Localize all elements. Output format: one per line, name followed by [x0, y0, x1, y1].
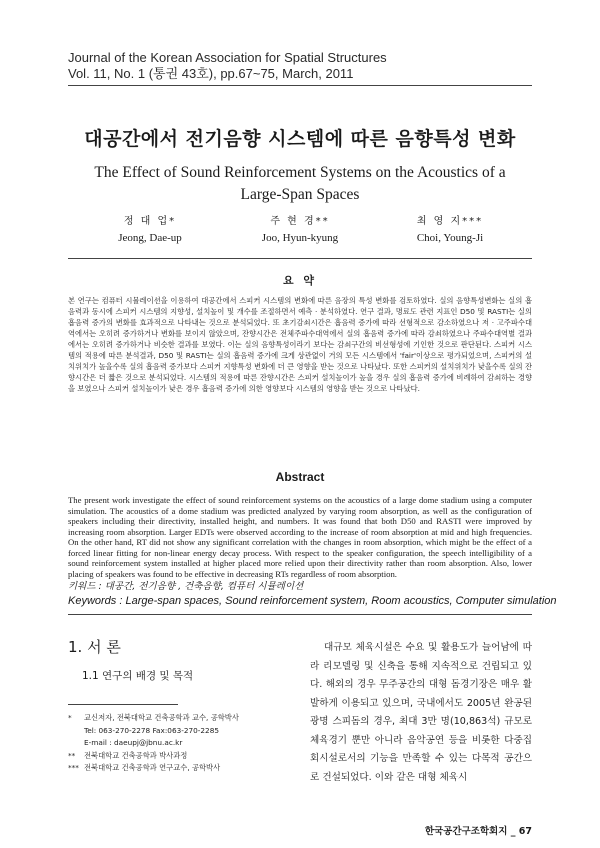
english-abstract-heading: Abstract [275, 470, 325, 484]
author-2-english: Joo, Hyun-kyung [261, 232, 339, 244]
author-1 [80, 214, 220, 246]
journal-name: Journal of the Korean Association for Spatial Structures [68, 50, 387, 65]
english-title-line2: Large-Span Spaces [240, 186, 360, 203]
footnote-1-line-3: E-mail : daeupj@jbnu.ac.kr [84, 738, 183, 747]
korean-keywords: 키워드 : 대공간, 전기음향 , 건축음향, 컴퓨터 시뮬레이션 [68, 581, 304, 592]
author-1-korean: 정 대 업* [123, 216, 177, 227]
footnote-2 [68, 750, 283, 763]
footnote-2-mark: ** [68, 750, 76, 760]
korean-title: 대공간에서 전기음향 시스템에 따른 음향특성 변화 [84, 128, 516, 150]
english-title-line1: The Effect of Sound Reinforcement Systems on the Acoustics of a [94, 164, 506, 181]
header-rule [68, 85, 532, 86]
journal-header [68, 50, 387, 82]
footnote-1 [68, 712, 283, 750]
footnote-3 [68, 762, 283, 775]
english-abstract-text: The present work investigate the effect of sound reinforcement systems on the acoustics of a large dome stadium using a computer simulation. The acoustics of a dome stadium was predicted analyzed by varying room absorption, as well as the configuration of speakers including their directivity, installed height, and numbers. It was found that both D50 and RASTI were improved by increasing room absorption. Larger EDTs were observed according to the increase of room absorption at mid and high frequencies. On the other hand, RT did not show any significant correlation with the changes in room absorption, which might be the effect of a forced linear fitting for non-linear energy decay process. With respect to the speaker configuration, the speech intelligibility of a sound reinforcement system installed at higher placed more relied upon their directivity rather than room absorption. Also, lower placing of speakers was found to be effective in decreasing RTs regardless of room absorption. [68, 495, 532, 579]
author-1-english: Jeong, Dae-up [118, 232, 182, 244]
footnote-2-line-1: 전북대학교 건축공학과 박사과정 [84, 750, 188, 760]
author-3-english: Choi, Young-Ji [416, 232, 484, 244]
korean-abstract-heading: 요 약 [282, 274, 318, 287]
section-1-heading: 1. 서 론 [68, 638, 121, 656]
author-2-korean: 주 현 경** [270, 216, 330, 227]
author-2 [230, 214, 370, 246]
keywords-rule [68, 614, 532, 615]
footnote-1-mark: * [68, 713, 72, 722]
body-text-column [310, 639, 532, 787]
footnote-1-line-2: Tel: 063-270-2278 Fax:063-270-2285 [84, 725, 219, 735]
english-keywords: Keywords : Large-span spaces, Sound reinforcement system, Room acoustics, Computer simulation [68, 595, 557, 607]
section-1-1-heading: 1.1 연구의 배경 및 목적 [82, 670, 194, 682]
page-footer: 한국공간구조학회지 _ 67 [424, 826, 532, 837]
footnote-3-line-1: 전북대학교 건축공학과 연구교수, 공학박사 [84, 763, 221, 772]
body-paragraph: 대규모 체육시설은 수요 및 활용도가 늘어남에 따라 리모델링 및 신축을 통해 지속적으로 건립되고 있다. 해외의 경우 무주공간의 대형 돔경기장은 매우 활발하게 이용되고 있으며, 국내에서도 2005년 완공된 광명 스피돔의 경우, 최대 3만 명(10,863석) 규모로 체육경기 뿐만 아니라 음악공연 등을 비롯한 다중집회시설로서의 기능을 만족할 수 있는 다목적 공간으로 건설되었다. 이와 같은 대형 체육시 [310, 642, 532, 783]
footnote-3-mark: *** [68, 763, 79, 772]
english-title [60, 162, 540, 206]
footnote-1-line-1: 교신저자, 전북대학교 건축공학과 교수, 공학박사 [84, 713, 239, 722]
footnote-rule [68, 704, 178, 705]
journal-issue: Vol. 11, No. 1 (통권 43호), pp.67~75, March, 2011 [68, 66, 354, 81]
korean-abstract-text: 본 연구는 컴퓨터 시뮬레이션을 이용하여 대공간에서 스피커 시스템의 변화에 따른 음장의 특성 변화를 검토하였다. 실의 음향특성변화는 실의 흡음력과 동시에 스피커 시스템의 지향성, 설치높이 및 개수를 조절하면서 예측 · 분석하였다. 연구 결과, 명료도 관련 지표인 D50 및 RASTI는 실의 흡음력 증가의 변화를 효과적으로 나타내는 것으로 분석되었다. 또 초기감쇠시간은 흡음력 증가에 따라 선형적으로 감소하였으나 저 · 고주파수대역에서는 오히려 증가하거나 변화를 보이지 않았으며, 잔향시간은 전체주파수대역에서 실의 흡음력 증가에 따라 감쇠하였으나 주파수대역별 결과에서는 오히려 증가하거나 비슷한 결과를 보였다. 이는 실의 음향특성이라기 보다는 감쇠구간의 비선형성에 기인한 것으로 판단된다. 스피커 시스템의 적용에 따른 분석결과, D50 및 RASTI는 실의 흡음력 증가에 크게 상관없이 거의 모든 시스템에서 'fair'이상으로 평가되었으며, 스피커의 설치위치가 높을수록 실의 흡음력 증가보다 스피커 지향특성 변화에 더 큰 영향을 받는 것으로 나타났다. 또한 스피커의 설치위치가 낮을수록 실의 잔향시간은 더 짧은 것으로 분석되었다. 시스템의 적용에 따른 잔향시간은 스피커 설치높이가 높을 경우 실의 흡음력 증가에 비례하여 감쇠하는 경향을 보였으나 스피커 설치높이가 낮은 경우 흡음력 증가에 의한 영향보다 시스템의 영향을 받는 것으로 나타났다. [68, 296, 532, 393]
author-3-korean: 최 영 지*** [416, 216, 484, 227]
footnotes [68, 712, 283, 775]
author-3 [380, 214, 520, 246]
abstract-rule [68, 258, 532, 259]
